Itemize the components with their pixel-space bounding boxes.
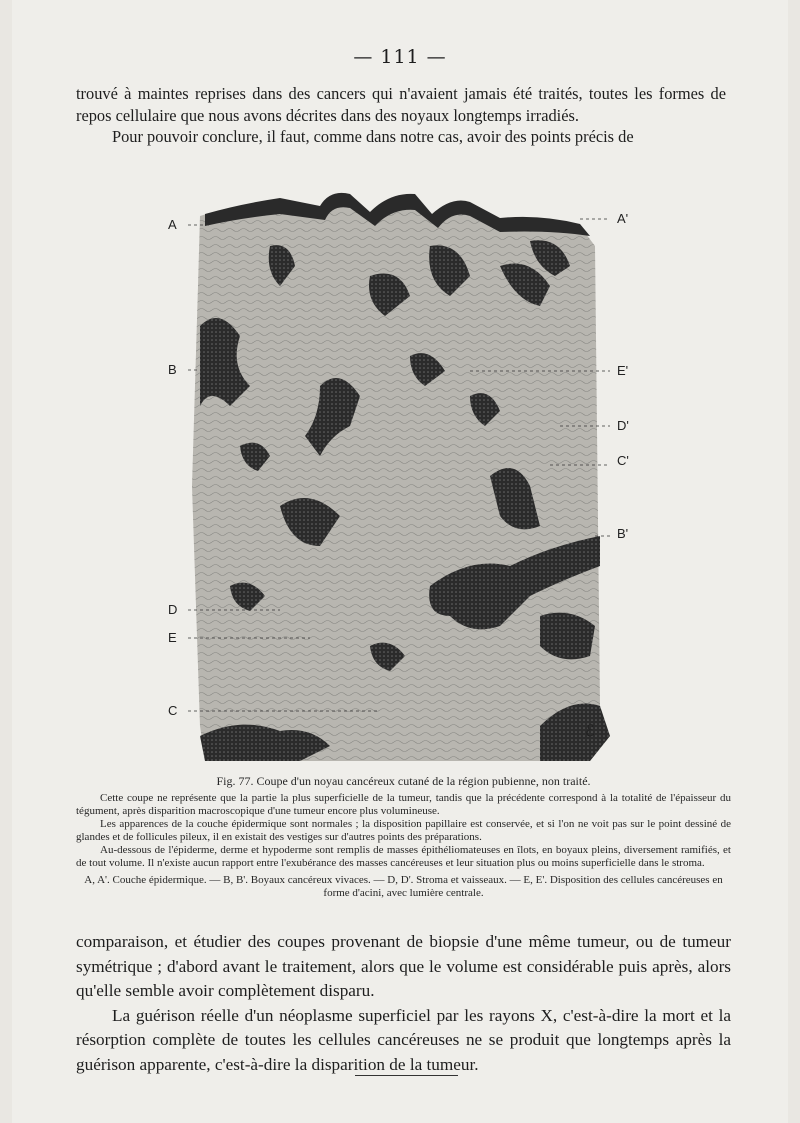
caption-paragraph-2: Les apparences de la couche épidermique sont normales ; la disposition papillaire est conservée, et si l'on ne voit pas sur le point dessiné de glandes et de follicules pileux, il en existait des vestiges sur d'autres points des préparations.	[76, 818, 731, 843]
label-C-prime: C'	[617, 453, 629, 468]
figure-caption	[76, 775, 731, 900]
end-rule	[355, 1075, 458, 1076]
label-D-prime: D'	[617, 418, 629, 433]
caption-paragraph-1: Cette coupe ne représente que la partie la plus superficielle de la tumeur, tandis que la précédente correspond à la totalité de l'épaisseur du tégument, après disparition macroscopique d'une tumeur encore plus volumineuse.	[76, 792, 731, 817]
label-A: A	[168, 217, 177, 232]
top-paragraph-continuation: trouvé à maintes reprises dans des cancers qui n'avaient jamais été traités, toutes les formes de repos cellulaire que nous avons décrites dans des noyaux longtemps irradiés.	[76, 84, 726, 125]
bottom-paragraph-1: comparaison, et étudier des coupes provenant de biopsie d'une même tumeur, ou de tumeur symétrique ; d'abord avant le traitement, alors que le volume est considérable puis après, alors qu'elle semble avoir complètement disparu.	[76, 932, 731, 1000]
bottom-paragraph-2: La guérison réelle d'un néoplasme superficiel par les rayons X, c'est-à-dire la mort et la résorption complète de toutes les cellules cancéreuses ne se produit que longtemps après la guérison apparente, c'est-à-dire la disparition de la tumeur.	[76, 1005, 731, 1074]
label-C: C	[168, 703, 178, 718]
caption-legend: A, A'. Couche épidermique. — B, B'. Boyaux cancéreux vivaces. — D, D'. Stroma et vaisseaux. — E, E'. Disposition des cellules cancéreuses en forme d'acini, avec lumière centrale.	[84, 874, 723, 899]
label-E-prime: E'	[617, 363, 629, 378]
bottom-text	[76, 930, 731, 1077]
label-D: D	[168, 602, 178, 617]
histology-drawing	[170, 186, 640, 776]
label-E: E	[168, 630, 177, 645]
caption-title: Fig. 77. Coupe d'un noyau cancéreux cutané de la région pubienne, non traité.	[216, 774, 591, 788]
histology-figure	[170, 186, 640, 776]
caption-paragraph-3: Au-dessous de l'épiderme, derme et hypoderme sont remplis de masses épithéliomateuses en îlots, en boyaux pleins, diversement ramifiés, et de tout volume. Il n'existe aucun rapport entre l'exubérance des masses cancéreuses et leur situation plus ou moins superficielle dans le stroma.	[76, 844, 731, 869]
top-text	[76, 83, 726, 148]
label-B: B	[168, 362, 177, 377]
label-B-prime: B'	[617, 526, 629, 541]
top-paragraph-2: Pour pouvoir conclure, il faut, comme dans notre cas, avoir des points précis de	[112, 127, 634, 146]
label-A-prime: A'	[617, 211, 629, 226]
page-number: — 111 —	[353, 46, 447, 68]
artist-signature: ℰ	[585, 721, 595, 740]
